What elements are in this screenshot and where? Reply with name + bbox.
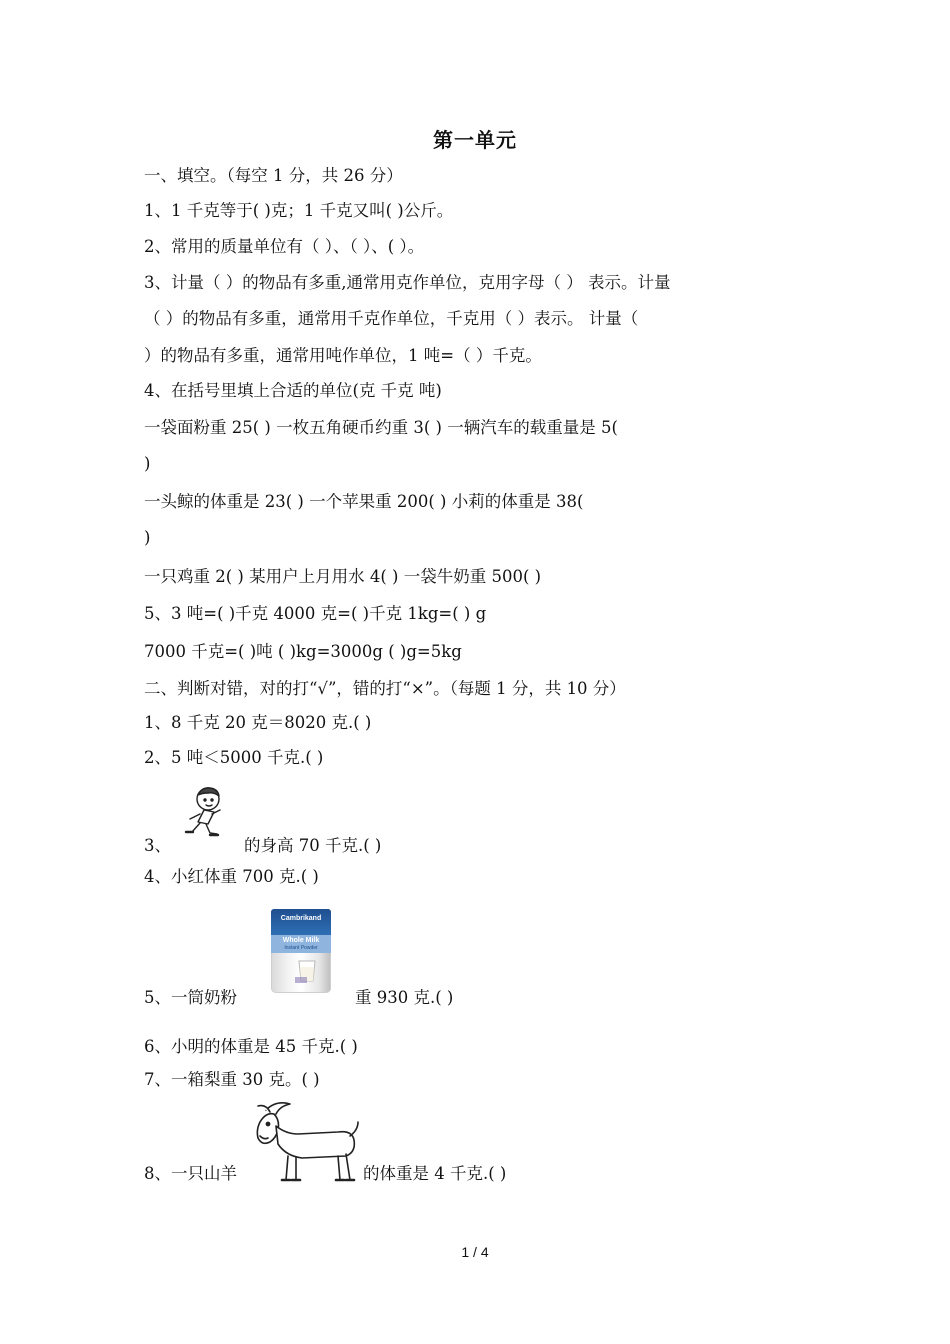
judge-q4: 4、小红体重 700 克.( ) [144, 867, 319, 886]
section2-heading: 二、判断对错，对的打“√”，错的打“×”。（每题 1 分，共 10 分） [144, 679, 626, 698]
fill-q1: 1、1 千克等于( )克；1 千克又叫( )公斤。 [144, 201, 454, 220]
section1-heading: 一、填空。（每空 1 分，共 26 分） [144, 166, 403, 185]
judge-q5-suffix: 重 930 克.( ) [355, 988, 454, 1007]
fill-q3-line2: （ ）的物品有多重，通常用千克作单位，千克用（ ）表示。 计量（ [144, 309, 639, 328]
judge-q3-prefix: 3、 [144, 836, 171, 855]
milk-can-brand: Cambrikand [280, 915, 322, 922]
judge-q8-prefix: 8、一只山羊 [144, 1164, 237, 1183]
goat-image [246, 1100, 362, 1182]
running-boy-image [184, 786, 228, 840]
fill-q5-row2: 7000 千克=( )吨 ( )kg=3000g ( )g=5kg [144, 642, 462, 661]
judge-q8-suffix: 的体重是 4 千克.( ) [363, 1164, 507, 1183]
fill-q4: 4、在括号里填上合适的单位(克 千克 吨) [144, 381, 442, 400]
fill-q5-row1: 5、3 吨=( )千克 4000 克=( )千克 1kg=( ) g [144, 604, 487, 623]
milk-can-subname: Instant Powder [284, 945, 318, 951]
fill-q4-row1-wrap: ) [144, 454, 151, 473]
goat-icon [246, 1100, 362, 1182]
milk-can-image [271, 909, 331, 993]
fill-q3-line3: ）的物品有多重，通常用吨作单位，1 吨=（ ）千克。 [144, 346, 542, 365]
judge-q3-suffix: 的身高 70 千克.( ) [244, 836, 382, 855]
fill-q4-row2-wrap: ) [144, 528, 151, 547]
judge-q2: 2、5 吨＜5000 千克.( ) [144, 748, 324, 767]
judge-q5-prefix: 5、一筒奶粉 [144, 988, 237, 1007]
page-title: 第一单元 [433, 128, 517, 152]
fill-q4-row1: 一袋面粉重 25( ) 一枚五角硬币约重 3( ) 一辆汽车的载重量是 5( [144, 418, 618, 437]
milk-glass-icon [293, 957, 321, 985]
fill-q3-line1: 3、计量（ ）的物品有多重,通常用克作单位，克用字母（ ） 表示。计量 [144, 273, 671, 292]
page-number: 1 / 4 [461, 1244, 489, 1260]
milk-can-name: Whole Milk [282, 937, 320, 944]
judge-q6: 6、小明的体重是 45 千克.( ) [144, 1037, 358, 1056]
judge-q7: 7、一箱梨重 30 克。( ) [144, 1070, 320, 1089]
running-boy-icon [184, 786, 228, 840]
fill-q2: 2、常用的质量单位有（ ）、（ ）、( ）。 [144, 237, 425, 256]
judge-q1: 1、8 千克 20 克＝8020 克.( ) [144, 713, 372, 732]
fill-q4-row3: 一只鸡重 2( ) 某用户上月用水 4( ) 一袋牛奶重 500( ) [144, 567, 542, 586]
milk-can-top [271, 909, 331, 935]
fill-q4-row2: 一头鲸的体重是 23( ) 一个苹果重 200( ) 小莉的体重是 38( [144, 492, 584, 511]
